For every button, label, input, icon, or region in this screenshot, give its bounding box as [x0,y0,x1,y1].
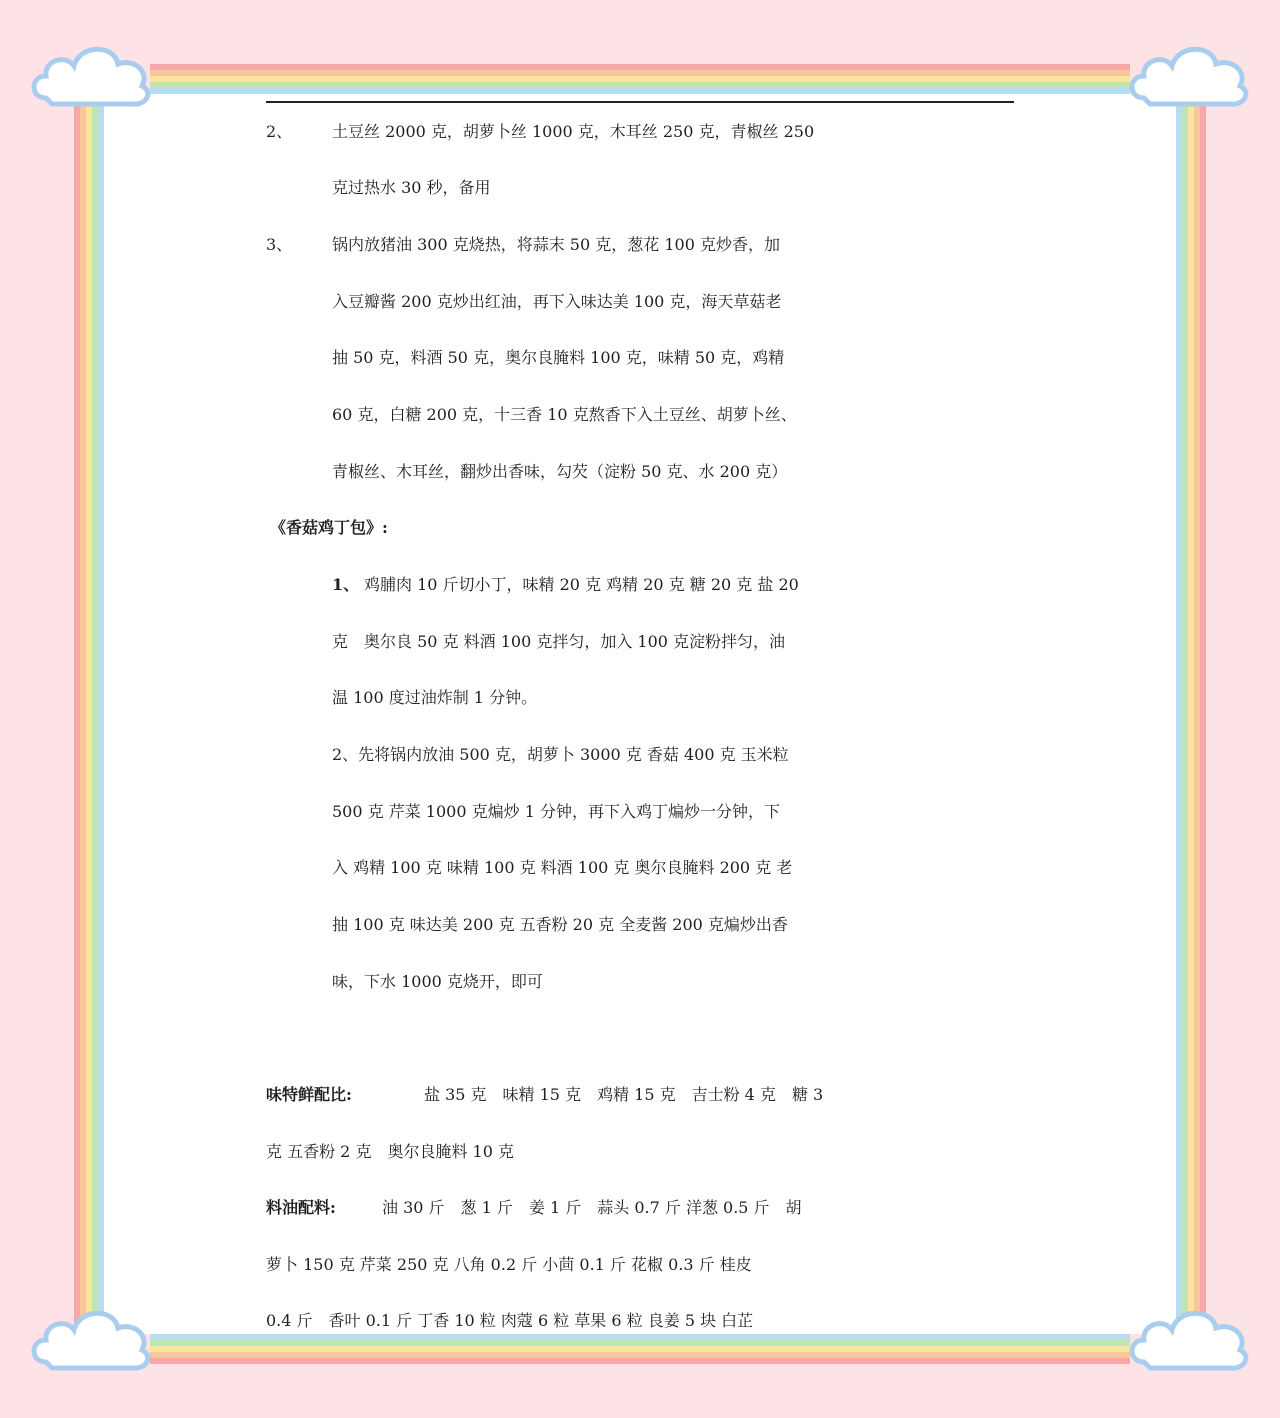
rainbow-border-bottom [150,1330,1130,1364]
cloud-icon [26,36,156,116]
text-line: 盐 35 克 味精 15 克 鸡精 15 克 吉士粉 4 克 糖 3 [424,1085,824,1104]
cloud-icon [1124,1300,1254,1380]
text-line: 入 鸡精 100 克 味精 100 克 料酒 100 克 奥尔良腌料 200 克 老 [332,858,793,877]
step-number: 1、 [332,575,360,594]
text-line: 油 30 斤 葱 1 斤 姜 1 斤 蒜头 0.7 斤 洋葱 0.5 斤 胡 [382,1198,802,1217]
text-line: 萝卜 150 克 芹菜 250 克 八角 0.2 斤 小茴 0.1 斤 花椒 0.3 斤 桂皮 [266,1255,752,1274]
text-line: 克 五香粉 2 克 奥尔良腌料 10 克 [266,1142,514,1161]
paper-background [104,94,1176,1334]
text-line: 温 100 度过油炸制 1 分钟。 [332,688,538,707]
cloud-icon [1124,36,1254,116]
cloud-icon [26,1300,156,1380]
text-line: 抽 50 克，料酒 50 克，奥尔良腌料 100 克，味精 50 克，鸡精 [332,348,785,367]
text-line: 60 克，白糖 200 克，十三香 10 克熬香下入土豆丝、胡萝卜丝、 [332,405,797,424]
recipe-title: 《香菇鸡丁包》: [270,518,388,537]
text-line: 入豆瓣酱 200 克炒出红油，再下入味达美 100 克，海天草菇老 [332,292,782,311]
text-line: 味，下水 1000 克烧开，即可 [332,972,543,991]
rainbow-border-top [150,64,1130,98]
text-line: 克 奥尔良 50 克 料酒 100 克拌匀，加入 100 克淀粉拌匀，油 [332,632,786,651]
text-line: 克过热水 30 秒，备用 [332,178,491,197]
text-line: 土豆丝 2000 克，胡萝卜丝 1000 克，木耳丝 250 克，青椒丝 250 [332,122,815,141]
text-line: 鸡脯肉 10 斤切小丁，味精 20 克 鸡精 20 克 糖 20 克 盐 20 [364,575,799,594]
step-number: 3、 [266,235,293,254]
text-line: 2、先将锅内放油 500 克，胡萝卜 3000 克 香菇 400 克 玉米粒 [332,745,789,764]
text-line: 0.4 斤 香叶 0.1 斤 丁香 10 粒 肉蔻 6 粒 草果 6 粒 良姜 5 块 白芷 [266,1311,754,1330]
section-label: 料油配料: [266,1198,336,1217]
text-line: 500 克 芹菜 1000 克煸炒 1 分钟，再下入鸡丁煸炒一分钟，下 [332,802,780,821]
section-label: 味特鲜配比: [266,1085,352,1104]
text-line: 青椒丝、木耳丝，翻炒出香味，勾芡（淀粉 50 克、水 200 克） [332,462,788,481]
text-line: 抽 100 克 味达美 200 克 五香粉 20 克 全麦酱 200 克煸炒出香 [332,915,788,934]
header-rule [266,101,1014,103]
step-number: 2、 [266,122,293,141]
rainbow-border-right [1172,92,1206,1336]
rainbow-border-left [74,92,108,1336]
text-line: 锅内放猪油 300 克烧热，将蒜末 50 克，葱花 100 克炒香，加 [332,235,780,254]
